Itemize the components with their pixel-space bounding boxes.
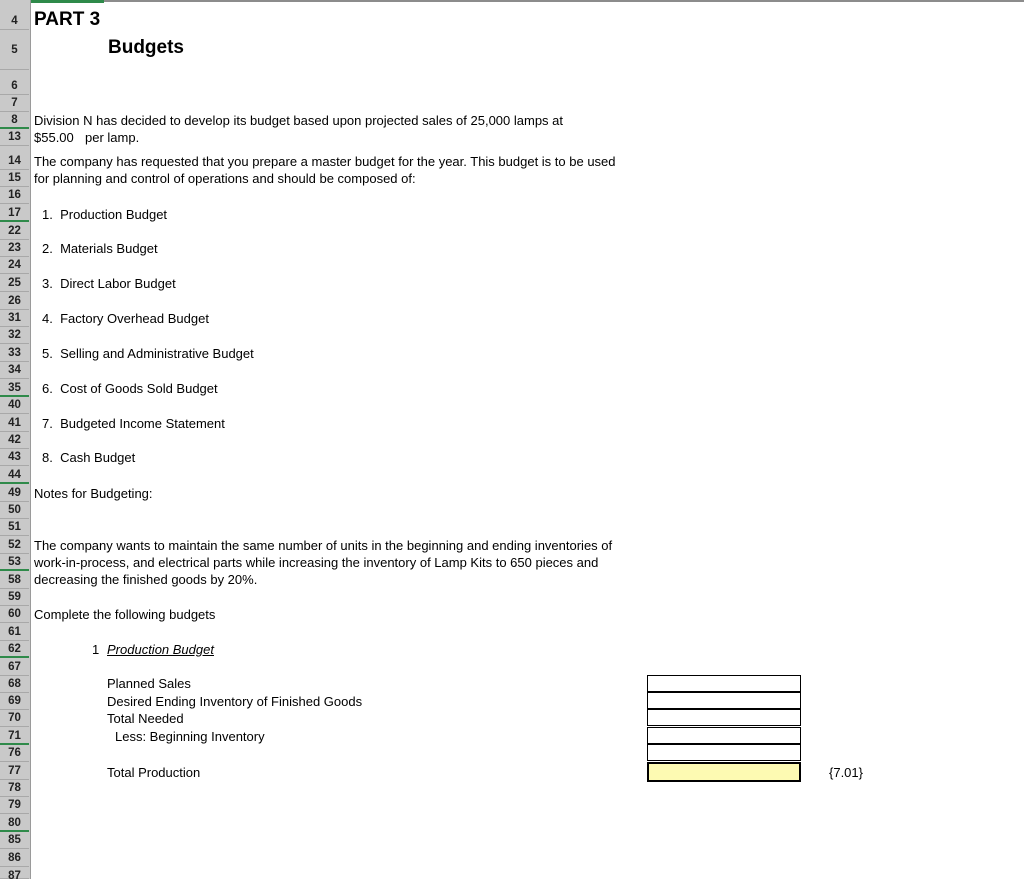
row-header[interactable]: 15 [0,170,29,187]
notes-label: Notes for Budgeting: [34,486,153,501]
row-header[interactable]: 13 [0,129,29,146]
row-header[interactable]: 50 [0,502,29,519]
row-header[interactable]: 71 [0,727,29,745]
production-budget-title: Production Budget [107,642,214,657]
lamp-price: $55.00 [34,130,74,145]
row-header[interactable]: 79 [0,797,29,814]
row-header[interactable]: 69 [0,693,29,710]
row-header[interactable]: 43 [0,449,29,466]
row-header[interactable]: 23 [0,240,29,257]
row-header[interactable]: 85 [0,832,29,849]
row-header[interactable]: 5 [0,30,29,70]
reference-code: {7.01} [829,765,863,780]
list-item: 8. Cash Budget [42,450,136,465]
row-header[interactable]: 61 [0,623,29,641]
row-header[interactable]: 86 [0,849,29,867]
row-header[interactable]: 6 [0,70,29,95]
list-item: 5. Selling and Administrative Budget [42,346,254,361]
list-item: 4. Factory Overhead Budget [42,311,209,326]
list-item: 3. Direct Labor Budget [42,276,176,291]
row-header[interactable]: 40 [0,397,29,414]
row-header[interactable]: 49 [0,484,29,502]
part-title: PART 3 [34,9,101,30]
notes-line-2: work-in-process, and electrical parts while increasing the inventory of Lamp Kits to 650 pieces and [34,555,599,570]
row-header[interactable]: 16 [0,187,29,204]
desired-ending-inventory-input[interactable] [647,692,801,709]
row-header[interactable]: 59 [0,589,29,606]
production-budget-number: 1 [92,642,100,657]
notes-line-3: decreasing the finished goods by 20%. [34,572,258,587]
row-header[interactable]: 34 [0,362,29,379]
less-beginning-inventory-input[interactable] [647,727,801,744]
request-line-2: for planning and control of operations and should be composed of: [34,171,416,186]
row-header[interactable]: 41 [0,414,29,432]
row-header[interactable]: 70 [0,710,29,727]
row-header[interactable]: 77 [0,762,29,780]
planned-sales-input[interactable] [647,675,801,692]
row-header[interactable]: 35 [0,379,29,397]
notes-line-1: The company wants to maintain the same number of units in the beginning and ending inventories of [34,538,613,553]
total-needed-input[interactable] [647,709,801,726]
total-needed-label: Total Needed [107,711,184,726]
list-item: 1. Production Budget [42,207,168,222]
row-header[interactable]: 17 [0,204,29,222]
total-production-input[interactable] [647,762,801,782]
row-header[interactable]: 26 [0,292,29,310]
row-header[interactable]: 22 [0,222,29,240]
row-header[interactable]: 76 [0,745,29,762]
row-header[interactable]: 14 [0,153,29,170]
row-header[interactable]: 42 [0,432,29,449]
list-item: 6. Cost of Goods Sold Budget [42,381,218,396]
column-selection-indicator [30,0,104,3]
row-header[interactable]: 44 [0,466,29,484]
intro-line: Division N has decided to develop its budget based upon projected sales of 25,000 lamps at [34,113,564,128]
request-line-1: The company has requested that you prepare a master budget for the year. This budget is to be used [34,154,616,169]
complete-label: Complete the following budgets [34,607,216,622]
row-header[interactable]: 60 [0,606,29,623]
sheet-top-border [0,0,1024,2]
row-header[interactable]: 67 [0,658,29,676]
row-header[interactable]: 33 [0,344,29,362]
row-header[interactable]: 8 [0,112,29,129]
section-title: Budgets [108,37,184,58]
list-item: 7. Budgeted Income Statement [42,416,225,431]
blank-input-cell[interactable] [647,744,801,761]
planned-sales-label: Planned Sales [107,676,191,691]
row-header[interactable]: 7 [0,95,29,112]
row-header[interactable]: 80 [0,814,29,832]
row-header[interactable]: 4 [0,12,29,30]
list-item: 2. Materials Budget [42,241,158,256]
less-beginning-inventory-label: Less: Beginning Inventory [115,729,265,744]
row-header[interactable]: 24 [0,257,29,274]
row-header[interactable]: 78 [0,780,29,797]
row-header-gutter [0,0,31,882]
row-header[interactable]: 62 [0,641,29,658]
row-header[interactable]: 31 [0,310,29,327]
row-header[interactable]: 52 [0,536,29,554]
total-production-label: Total Production [107,765,201,780]
row-header[interactable]: 68 [0,676,29,693]
row-header[interactable]: 32 [0,327,29,344]
row-header[interactable]: 58 [0,571,29,589]
row-header[interactable]: 51 [0,519,29,536]
row-header[interactable]: 87 [0,867,29,879]
row-header[interactable]: 25 [0,274,29,292]
row-header[interactable]: 53 [0,554,29,571]
desired-ending-inventory-label: Desired Ending Inventory of Finished Goods [107,694,363,709]
lamp-price-suffix: per lamp. [85,130,140,145]
